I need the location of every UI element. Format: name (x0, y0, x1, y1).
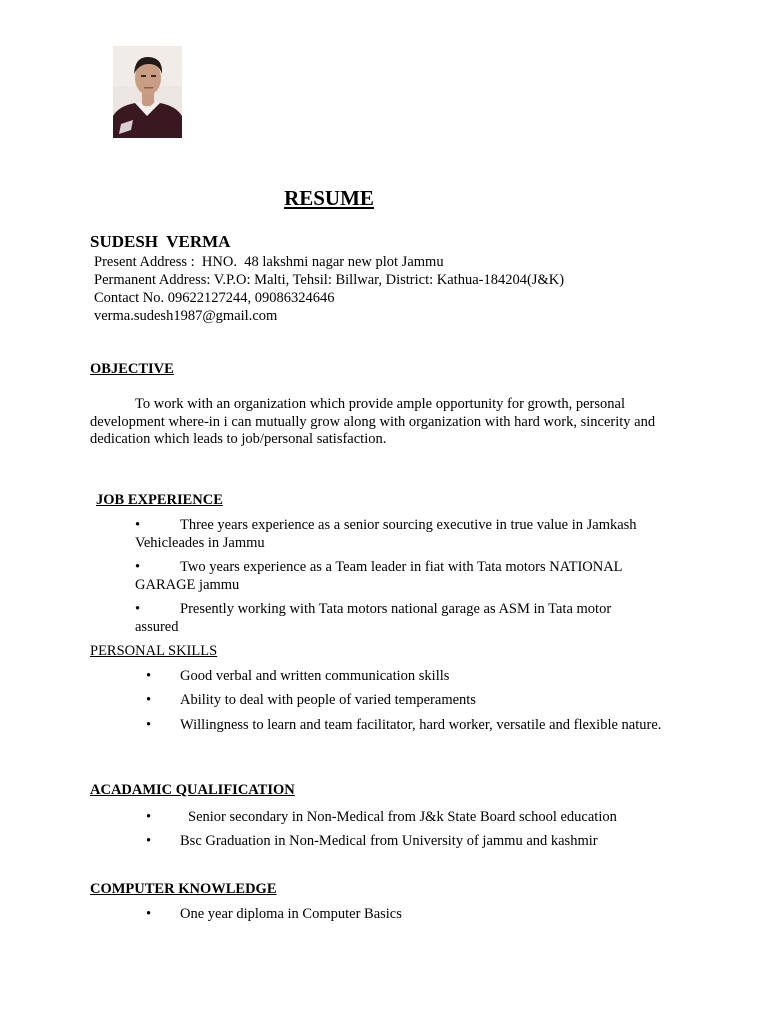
job-item-1-line2: Vehicleades in Jammu (135, 535, 265, 551)
list-item (146, 691, 680, 709)
list-item (135, 558, 680, 594)
personal-skills-heading: PERSONAL SKILLS (90, 643, 218, 659)
list-item (146, 667, 680, 685)
bullet-marker: • (146, 833, 152, 849)
job-item-3-line2: assured (135, 619, 179, 635)
list-item (135, 516, 680, 552)
bullet-marker: • (146, 717, 152, 733)
profile-photo (113, 46, 182, 138)
objective-text-content: To work with an organization which provide ample opportunity for growth, personal development where-in i can mutually grow along with organization with hard work, sincerity and dedication which leads to job/personal satisfaction. (90, 396, 656, 447)
list-item (146, 905, 680, 923)
academic-item-2: Bsc Graduation in Non-Medical from University of jammu and kashmir (180, 833, 598, 849)
bullet-marker: • (135, 601, 141, 617)
job-item-2-line1: Two years experience as a Team leader in fiat with Tata motors NATIONAL (180, 559, 623, 575)
list-item (135, 600, 680, 636)
bullet-marker: • (135, 517, 141, 533)
bullet-marker: • (146, 692, 152, 708)
academic-item-1: Senior secondary in Non-Medical from J&k State Board school education (188, 809, 617, 825)
job-item-3-line1: Presently working with Tata motors national garage as ASM in Tata motor (180, 601, 612, 617)
job-experience-heading: JOB EXPERIENCE (96, 492, 223, 508)
document-title: RESUME (284, 186, 374, 210)
candidate-name: SUDESH VERMA (90, 232, 231, 251)
job-item-2-line2: GARAGE jammu (135, 577, 240, 593)
objective-heading: OBJECTIVE (90, 361, 174, 377)
academic-heading: ACADAMIC QUALIFICATION (90, 782, 295, 798)
skill-item-1: Good verbal and written communication skills (180, 668, 450, 684)
present-address: Present Address : HNO. 48 lakshmi nagar new plot Jammu (94, 254, 444, 270)
computer-item-1: One year diploma in Computer Basics (180, 906, 402, 922)
list-item (146, 716, 677, 734)
computer-knowledge-heading: COMPUTER KNOWLEDGE (90, 881, 277, 897)
list-item (146, 832, 680, 850)
job-item-1-line1: Three years experience as a senior sourcing executive in true value in Jamkash (180, 517, 637, 533)
email-address: verma.sudesh1987@gmail.com (94, 308, 278, 324)
objective-text (90, 396, 680, 449)
bullet-marker: • (146, 906, 152, 922)
bullet-marker: • (135, 559, 141, 575)
bullet-marker: • (146, 668, 152, 684)
bullet-marker: • (146, 809, 152, 825)
list-item (146, 808, 680, 826)
permanent-address: Permanent Address: V.P.O: Malti, Tehsil: Billwar, District: Kathua-184204(J&K) (94, 272, 565, 288)
skill-item-3: Willingness to learn and team facilitator, hard worker, versatile and flexible nature. (180, 717, 662, 733)
skill-item-2: Ability to deal with people of varied temperaments (180, 692, 476, 708)
contact-numbers: Contact No. 09622127244, 09086324646 (94, 290, 335, 306)
